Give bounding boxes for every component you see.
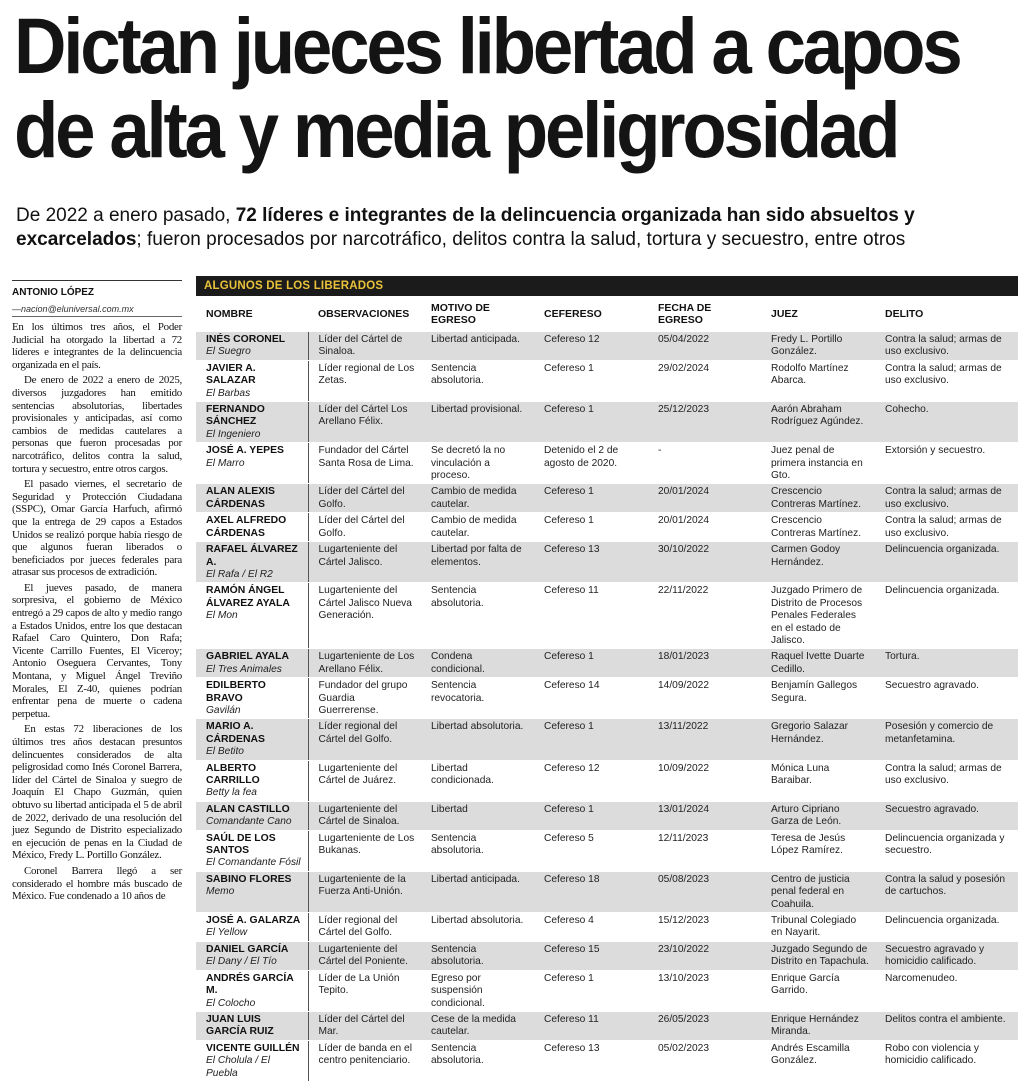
cell-delito: Contra la salud; armas de uso exclusivo.	[875, 360, 1018, 401]
cell-motivo: Sentencia absolutoria.	[421, 830, 534, 871]
cell-observaciones: Lugarteniente del Cártel de Sinaloa.	[308, 801, 421, 830]
cell-cefereso: Cefereso 12	[534, 332, 648, 360]
cell-delito: Secuestro agravado y homicidio calificado.	[875, 941, 1018, 970]
cell-delito: Tortura.	[875, 649, 1018, 678]
cell-nombre	[196, 443, 308, 484]
person-name: GABRIEL AYALA	[206, 651, 289, 663]
cell-observaciones: Lugarteniente del Cártel Jalisco Nueva Generación.	[308, 583, 421, 649]
article-paragraph: De enero de 2022 a enero de 2025, diversos juzgadores han emitido sentencias absolutorias, libertades provisionales y anticipadas, así como cambios de medidas cautelares a personas que fueron procesadas por narcotráfico, delitos contra la salud, tortura y secuestro, entre otros cargos.	[12, 374, 182, 475]
table-row	[196, 760, 1018, 801]
person-alias: Betty la fea	[206, 787, 257, 799]
headline-line-1: Dictan jueces libertad a capos	[14, 1, 960, 90]
article-paragraph: En estas 72 liberaciones de los últimos tres años destacan presuntos delincuentes considerados de alta peligrosidad como Inés Coronel Barrera, líder del Cártel de Sinaloa y suegro de Joaquín El Chapo Guzmán, quien obtuvo su libertad anticipada el 5 de abril de 2022, derivado de una resolución del juez Segundo de Distrito especializado en ejecución de penas en la Ciudad de México, Fredy L. Portillo González.	[12, 723, 182, 862]
cell-delito: Delincuencia organizada y secuestro.	[875, 830, 1018, 871]
cell-fecha: 29/02/2024	[648, 360, 761, 401]
cell-observaciones: Lugarteniente de la Fuerza Anti-Unión.	[308, 871, 421, 912]
table-row	[196, 913, 1018, 942]
cell-fecha: 05/08/2023	[648, 871, 761, 912]
person-alias: Comandante Cano	[206, 816, 292, 828]
cell-nombre	[196, 513, 308, 542]
cell-cefereso: Cefereso 13	[534, 1040, 648, 1081]
header-nombre: NOMBRE	[196, 296, 308, 332]
cell-delito: Narcomenudeo.	[875, 970, 1018, 1011]
person-name: JOSÉ A. GALARZA	[206, 915, 301, 927]
cell-observaciones: Líder de La Unión Tepito.	[308, 970, 421, 1011]
cell-cefereso: Cefereso 15	[534, 941, 648, 970]
cell-delito: Cohecho.	[875, 402, 1018, 443]
cell-motivo: Sentencia absolutoria.	[421, 360, 534, 401]
headline	[14, 1, 960, 174]
person-name: AXEL ALFREDO CÁRDENAS	[206, 515, 287, 539]
cell-fecha: -	[648, 443, 761, 484]
person-alias: El Tres Animales	[206, 663, 282, 675]
cell-juez: Aarón Abraham Rodríguez Agúndez.	[761, 402, 875, 443]
cell-motivo: Libertad absolutoria.	[421, 913, 534, 942]
cell-delito: Contra la salud; armas de uso exclusivo.	[875, 332, 1018, 360]
cell-fecha: 22/11/2022	[648, 583, 761, 649]
table-row	[196, 583, 1018, 649]
person-name: ALBERTO CARRILLO	[206, 762, 260, 786]
table-row	[196, 649, 1018, 678]
header-delito: DELITO	[875, 296, 1018, 332]
cell-fecha: 20/01/2024	[648, 484, 761, 513]
cell-observaciones: Lugarteniente del Cártel del Poniente.	[308, 941, 421, 970]
cell-juez: Carmen Godoy Hernández.	[761, 542, 875, 583]
cell-nombre	[196, 678, 308, 719]
cell-juez: Juzgado Primero de Distrito de Procesos Penales Federales en el estado de Jalisco.	[761, 583, 875, 649]
person-name: JOSÉ A. YEPES	[206, 445, 284, 457]
cell-observaciones: Lugarteniente de Los Bukanas.	[308, 830, 421, 871]
cell-cefereso: Cefereso 1	[534, 649, 648, 678]
person-name: RAFAEL ÁLVAREZ A.	[206, 544, 298, 568]
cell-juez: Juez penal de primera instancia en Gto.	[761, 443, 875, 484]
header-cefereso: CEFERESO	[534, 296, 648, 332]
article-body	[12, 321, 182, 903]
cell-juez: Teresa de Jesús López Ramírez.	[761, 830, 875, 871]
cell-observaciones: Fundador del Cártel Santa Rosa de Lima.	[308, 443, 421, 484]
cell-motivo: Condena condicional.	[421, 649, 534, 678]
cell-fecha: 12/11/2023	[648, 830, 761, 871]
cell-motivo: Sentencia absolutoria.	[421, 1040, 534, 1081]
cell-motivo: Libertad condicionada.	[421, 760, 534, 801]
cell-motivo: Libertad anticipada.	[421, 871, 534, 912]
cell-observaciones: Líder del Cártel del Golfo.	[308, 484, 421, 513]
cell-juez: Rodolfo Martínez Abarca.	[761, 360, 875, 401]
cell-nombre	[196, 830, 308, 871]
cell-observaciones: Fundador del grupo Guardia Guerrerense.	[308, 678, 421, 719]
person-name: INÉS CORONEL	[206, 334, 286, 345]
cell-cefereso: Cefereso 11	[534, 583, 648, 649]
cell-nombre	[196, 360, 308, 401]
cell-motivo: Libertad por falta de elementos.	[421, 542, 534, 583]
cell-cefereso: Cefereso 1	[534, 360, 648, 401]
person-name: ALAN CASTILLO	[206, 803, 290, 815]
cell-delito: Robo con violencia y homicidio calificado.	[875, 1040, 1018, 1081]
cell-juez: Gregorio Salazar Hernández.	[761, 719, 875, 760]
person-alias: El Cholula / El Puebla	[206, 1055, 270, 1079]
person-alias: El Yellow	[206, 927, 248, 939]
person-name: SAÚL DE LOS SANTOS	[206, 832, 276, 857]
headline-line-2: de alta y media peligrosidad	[14, 85, 898, 174]
cell-motivo: Libertad provisional.	[421, 402, 534, 443]
byline-email[interactable]: —nacion@eluniversal.com.mx	[12, 304, 134, 314]
person-alias: El Suegro	[206, 346, 251, 358]
cell-nombre	[196, 871, 308, 912]
cell-observaciones: Líder del Cártel del Golfo.	[308, 513, 421, 542]
cell-delito: Delincuencia organizada.	[875, 583, 1018, 649]
cell-fecha: 13/10/2023	[648, 970, 761, 1011]
cell-nombre	[196, 941, 308, 970]
cell-motivo: Cambio de medida cautelar.	[421, 484, 534, 513]
table-row	[196, 1040, 1018, 1081]
deck	[16, 204, 1016, 252]
cell-cefereso: Cefereso 13	[534, 542, 648, 583]
article-paragraph: El pasado viernes, el secretario de Seguridad y Protección Ciudadana (SSPC), Omar García Harfuch, afirmó que la entrega de 29 capos a Estados Unidos se realizó porque había riesgo de que algunos fueran liberados o beneficiados por jueces federales para atrasar sus procesos de extradición.	[12, 478, 182, 579]
cell-cefereso: Cefereso 1	[534, 970, 648, 1011]
cell-juez: Crescencio Contreras Martínez.	[761, 484, 875, 513]
table-body	[196, 332, 1018, 1081]
data-table	[196, 296, 1018, 1082]
cell-nombre	[196, 913, 308, 942]
cell-delito: Secuestro agravado.	[875, 678, 1018, 719]
cell-fecha: 05/02/2023	[648, 1040, 761, 1081]
cell-fecha: 13/01/2024	[648, 801, 761, 830]
deck-lead: De 2022 a enero pasado,	[16, 205, 236, 226]
cell-cefereso: Cefereso 1	[534, 801, 648, 830]
person-name: ANDRÉS GARCÍA M.	[206, 972, 294, 997]
cell-juez: Arturo Cipriano Garza de León.	[761, 801, 875, 830]
table-row	[196, 542, 1018, 583]
person-alias: Gavilán	[206, 704, 241, 716]
cell-observaciones: Líder regional de Los Zetas.	[308, 360, 421, 401]
table-row	[196, 443, 1018, 484]
person-alias: El Colocho	[206, 997, 256, 1009]
cell-juez: Enrique García Garrido.	[761, 970, 875, 1011]
article-paragraph: El jueves pasado, de manera sorpresiva, el gobierno de México entregó a 29 capos de alto y medio rango a Estados Unidos, entre los que destacan Rafael Caro Quintero, Don Rafa; Vicente Carrillo Fuentes, El Viceroy; Antonio Oseguera Cervantes, Tony Montana, y Miguel Ángel Treviño Morales, El Z-40, quienes podrían enfrentar pena de muerte o cadena perpetua.	[12, 581, 182, 720]
table-row	[196, 941, 1018, 970]
cell-motivo: Sentencia revocatoria.	[421, 678, 534, 719]
cell-juez: Juzgado Segundo de Distrito en Tapachula.	[761, 941, 875, 970]
cell-motivo: Se decretó la no vinculación a proceso.	[421, 443, 534, 484]
person-name: VICENTE GUILLÉN	[206, 1042, 300, 1054]
cell-fecha: 05/04/2022	[648, 332, 761, 360]
cell-juez: Tribunal Colegiado en Nayarit.	[761, 913, 875, 942]
cell-motivo: Sentencia absolutoria.	[421, 583, 534, 649]
cell-observaciones: Lugarteniente de Los Arellano Félix.	[308, 649, 421, 678]
cell-observaciones: Líder del Cártel de Sinaloa.	[308, 332, 421, 360]
cell-delito: Delincuencia organizada.	[875, 542, 1018, 583]
cell-fecha: 25/12/2023	[648, 402, 761, 443]
cell-nombre	[196, 649, 308, 678]
table-row	[196, 830, 1018, 871]
table-row	[196, 402, 1018, 443]
table-row	[196, 678, 1018, 719]
cell-motivo: Cambio de medida cautelar.	[421, 513, 534, 542]
divider	[12, 316, 182, 317]
cell-cefereso: Cefereso 4	[534, 913, 648, 942]
cell-cefereso: Cefereso 18	[534, 871, 648, 912]
person-name: FERNANDO SÁNCHEZ	[206, 404, 265, 428]
byline-author: ANTONIO LÓPEZ	[12, 287, 95, 298]
person-name: DANIEL GARCÍA	[206, 943, 289, 955]
cell-nombre	[196, 760, 308, 801]
cell-nombre	[196, 970, 308, 1011]
table-row	[196, 871, 1018, 912]
table-row	[196, 970, 1018, 1011]
person-name: EDILBERTO BRAVO	[206, 680, 266, 704]
cell-cefereso: Cefereso 1	[534, 402, 648, 443]
header-juez: JUEZ	[761, 296, 875, 332]
cell-delito: Contra la salud y posesión de cartuchos.	[875, 871, 1018, 912]
cell-cefereso: Cefereso 5	[534, 830, 648, 871]
person-alias: El Marro	[206, 457, 245, 469]
table-row	[196, 332, 1018, 360]
article-paragraph: En los últimos tres años, el Poder Judicial ha otorgado la libertad a 72 líderes e integrantes de la delincuencia organizada en el país.	[12, 321, 182, 371]
cell-juez: Enrique Hernández Miranda.	[761, 1011, 875, 1040]
person-alias: El Ingeniero	[206, 428, 261, 440]
cell-juez: Raquel Ivette Duarte Cedillo.	[761, 649, 875, 678]
cell-nombre	[196, 719, 308, 760]
cell-observaciones: Líder del Cártel del Mar.	[308, 1011, 421, 1040]
article-paragraph: Coronel Barrera llegó a ser considerado el hombre más buscado de México. Fue condenado a 10 años de	[12, 864, 182, 903]
liberated-table	[196, 276, 1018, 1082]
cell-motivo: Egreso por suspensión condicional.	[421, 970, 534, 1011]
table-title: ALGUNOS DE LOS LIBERADOS	[196, 276, 1018, 296]
person-name: SABINO FLORES	[206, 873, 292, 885]
person-name: ALAN ALEXIS CÁRDENAS	[206, 486, 275, 510]
deck-bold: 72 líderes e integrantes de la delincuencia organizada han sido absueltos y excarcelados	[16, 205, 915, 250]
person-alias: El Dany / El Tío	[206, 956, 277, 968]
divider	[12, 280, 182, 281]
cell-cefereso: Cefereso 11	[534, 1011, 648, 1040]
cell-nombre	[196, 402, 308, 443]
cell-delito: Contra la salud; armas de uso exclusivo.	[875, 513, 1018, 542]
person-alias: El Barbas	[206, 387, 251, 399]
cell-fecha: 10/09/2022	[648, 760, 761, 801]
cell-delito: Delincuencia organizada.	[875, 913, 1018, 942]
cell-juez: Benjamín Gallegos Segura.	[761, 678, 875, 719]
cell-juez: Andrés Escamilla González.	[761, 1040, 875, 1081]
cell-nombre	[196, 542, 308, 583]
cell-nombre	[196, 1011, 308, 1040]
cell-motivo: Libertad	[421, 801, 534, 830]
cell-motivo: Libertad absolutoria.	[421, 719, 534, 760]
cell-cefereso: Detenido el 2 de agosto de 2020.	[534, 443, 648, 484]
cell-fecha: 15/12/2023	[648, 913, 761, 942]
cell-observaciones: Lugarteniente del Cártel de Juárez.	[308, 760, 421, 801]
person-name: JAVIER A. SALAZAR	[206, 362, 256, 387]
cell-juez: Fredy L. Portillo González.	[761, 332, 875, 360]
cell-cefereso: Cefereso 1	[534, 484, 648, 513]
cell-observaciones: Lugarteniente del Cártel Jalisco.	[308, 542, 421, 583]
cell-delito: Posesión y comercio de metanfetamina.	[875, 719, 1018, 760]
cell-observaciones: Líder de banda en el centro penitenciario.	[308, 1040, 421, 1081]
cell-juez: Crescencio Contreras Martínez.	[761, 513, 875, 542]
cell-nombre	[196, 583, 308, 649]
cell-motivo: Cese de la medida cautelar.	[421, 1011, 534, 1040]
cell-fecha: 18/01/2023	[648, 649, 761, 678]
cell-delito: Delitos contra el ambiente.	[875, 1011, 1018, 1040]
cell-cefereso: Cefereso 12	[534, 760, 648, 801]
deck-rest: ; fueron procesados por narcotráfico, delitos contra la salud, tortura y secuestro, entre otros	[136, 229, 906, 250]
person-alias: El Rafa / El R2	[206, 568, 273, 580]
table-row	[196, 1011, 1018, 1040]
cell-fecha: 26/05/2023	[648, 1011, 761, 1040]
header-observaciones: OBSERVACIONES	[308, 296, 421, 332]
table-row	[196, 513, 1018, 542]
cell-nombre	[196, 332, 308, 360]
cell-observaciones: Líder regional del Cártel del Golfo.	[308, 719, 421, 760]
cell-nombre	[196, 1040, 308, 1081]
cell-nombre	[196, 801, 308, 830]
person-alias: El Betito	[206, 746, 244, 758]
cell-cefereso: Cefereso 1	[534, 513, 648, 542]
article-column	[12, 280, 182, 906]
cell-juez: Centro de justicia penal federal en Coahuila.	[761, 871, 875, 912]
cell-delito: Secuestro agravado.	[875, 801, 1018, 830]
person-alias: Memo	[206, 886, 235, 898]
cell-fecha: 13/11/2022	[648, 719, 761, 760]
table-header-row	[196, 296, 1018, 332]
cell-observaciones: Líder regional del Cártel del Golfo.	[308, 913, 421, 942]
cell-delito: Contra la salud; armas de uso exclusivo.	[875, 484, 1018, 513]
person-alias: El Mon	[206, 610, 238, 622]
cell-fecha: 14/09/2022	[648, 678, 761, 719]
table-row	[196, 719, 1018, 760]
table-row	[196, 801, 1018, 830]
cell-fecha: 23/10/2022	[648, 941, 761, 970]
cell-cefereso: Cefereso 14	[534, 678, 648, 719]
cell-fecha: 20/01/2024	[648, 513, 761, 542]
cell-nombre	[196, 484, 308, 513]
cell-cefereso: Cefereso 1	[534, 719, 648, 760]
person-name: MARIO A. CÁRDENAS	[206, 721, 265, 745]
cell-juez: Mónica Luna Baraibar.	[761, 760, 875, 801]
cell-observaciones: Líder del Cártel Los Arellano Félix.	[308, 402, 421, 443]
cell-motivo: Sentencia absolutoria.	[421, 941, 534, 970]
cell-delito: Extorsión y secuestro.	[875, 443, 1018, 484]
cell-fecha: 30/10/2022	[648, 542, 761, 583]
table-row	[196, 360, 1018, 401]
cell-delito: Contra la salud; armas de uso exclusivo.	[875, 760, 1018, 801]
person-name: RAMÓN ÁNGEL ÁLVAREZ AYALA	[206, 585, 290, 609]
header-motivo: MOTIVO DE EGRESO	[421, 296, 534, 332]
person-name: JUAN LUIS GARCÍA RUIZ	[206, 1013, 274, 1038]
table-row	[196, 484, 1018, 513]
person-alias: El Comandante Fósil	[206, 857, 301, 869]
header-fecha: FECHA DE EGRESO	[648, 296, 761, 332]
cell-motivo: Libertad anticipada.	[421, 332, 534, 360]
